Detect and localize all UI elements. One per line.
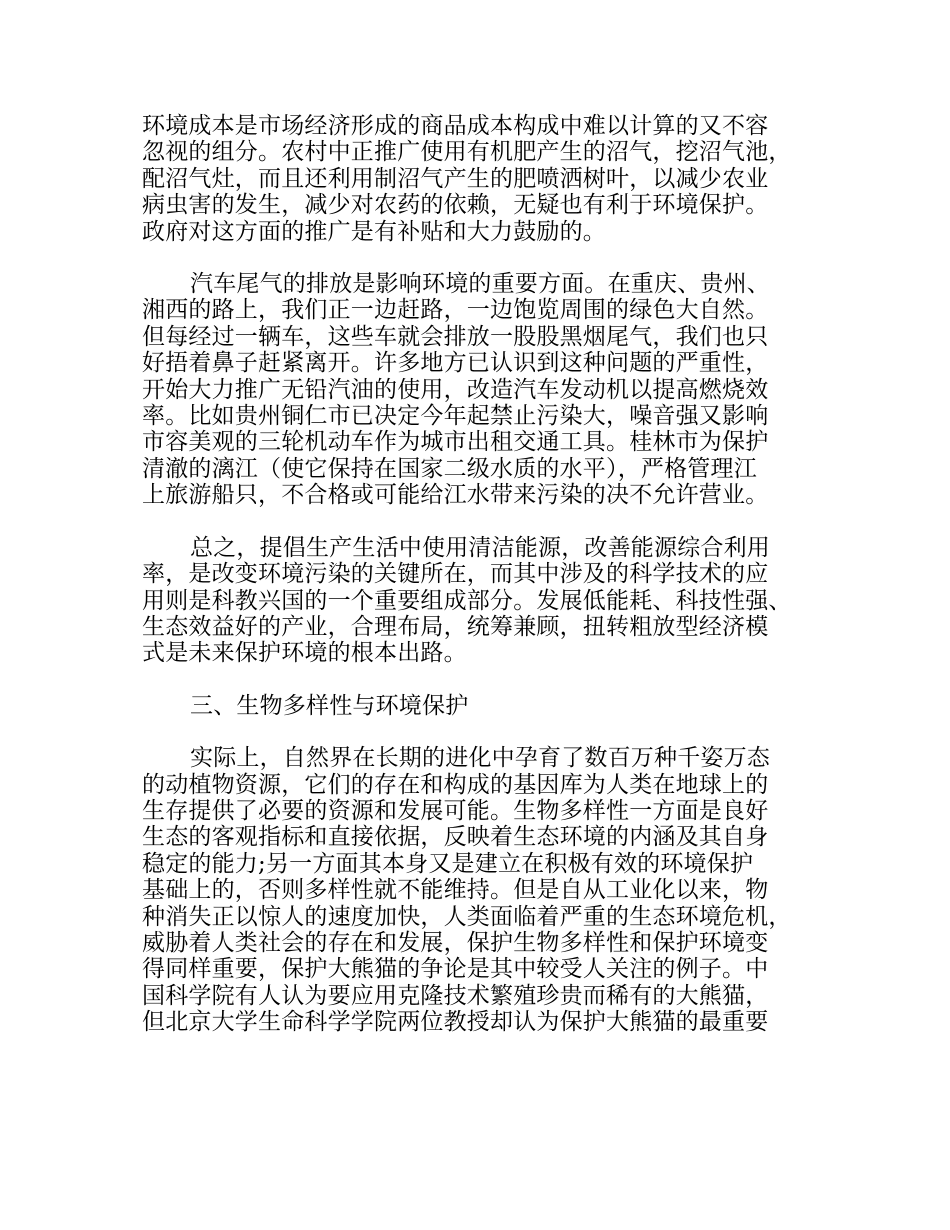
- text-line: 率。比如贵州铜仁市已决定今年起禁止污染大，噪音强又影响: [142, 403, 769, 430]
- text-line: 得同样重要，保护大熊猫的争论是其中较受人关注的例子。中: [142, 956, 769, 983]
- text-line: 开始大力推广无铅汽油的使用，改造汽车发动机以提高燃烧效: [142, 376, 769, 403]
- text-line: 稳定的能力;另一方面其本身又是建立在积极有效的环境保护: [142, 850, 754, 877]
- paragraph-clean-energy-summary: [142, 535, 806, 667]
- section-heading: 三、生物多样性与环境保护: [190, 692, 469, 719]
- text-line: 清澈的漓江（使它保持在国家二级水质的水平），严格管理江: [142, 455, 757, 482]
- text-line: 基础上的，否则多样性就不能维持。但是自从工业化以来，物: [142, 877, 769, 904]
- text-line: 病虫害的发生，减少对农药的依赖，无疑也有利于环境保护。: [142, 192, 769, 219]
- text-line: 环境成本是市场经济形成的商品成本构成中难以计算的又不容: [142, 113, 769, 139]
- text-line: 式是未来保护环境的根本出路。: [142, 640, 467, 667]
- text-line: 用则是科教兴国的一个重要组成部分。发展低能耗、科技性强、: [142, 587, 792, 614]
- paragraph-environmental-cost: [142, 113, 806, 245]
- text-line: 湘西的路上，我们正一边赶路，一边饱览周围的绿色大自然。: [142, 297, 769, 324]
- text-line: 国科学院有人认为要应用克隆技术繁殖珍贵而稀有的大熊猫，: [142, 982, 769, 1009]
- text-line: 政府对这方面的推广是有补贴和大力鼓励的。: [142, 218, 606, 245]
- text-line: 上旅游船只，不合格或可能给江水带来污染的决不允许营业。: [142, 482, 769, 509]
- text-line: 总之，提倡生产生活中使用清洁能源，改善能源综合利用: [190, 534, 770, 561]
- text-line: 生态效益好的产业，合理布局，统筹兼顾，扭转粗放型经济模: [142, 613, 769, 640]
- text-line: 率，是改变环境污染的关键所在，而其中涉及的科学技术的应: [142, 561, 769, 588]
- text-line: 汽车尾气的排放是影响环境的重要方面。在重庆、贵州、: [190, 271, 770, 298]
- section-heading-biodiversity: [142, 693, 806, 719]
- text-line: 配沼气灶，而且还利用制沼气产生的肥喷洒树叶，以减少农业: [142, 165, 769, 192]
- text-line: 但北京大学生命科学学院两位教授却认为保护大熊猫的最重要: [142, 1009, 769, 1036]
- paragraph-vehicle-exhaust: [142, 271, 806, 509]
- text-line: 种消失正以惊人的速度加快，人类面临着严重的生态环境危机，: [142, 903, 792, 930]
- text-line: 市容美观的三轮机动车作为城市出租交通工具。桂林市为保护: [142, 429, 769, 456]
- text-line: 但每经过一辆车，这些车就会排放一股股黑烟尾气，我们也只: [142, 323, 769, 350]
- paragraph-biodiversity: [142, 745, 806, 1035]
- text-line: 实际上，自然界在长期的进化中孕育了数百万种千姿万态: [190, 745, 770, 772]
- document-body: [142, 113, 806, 1062]
- text-line: 威胁着人类社会的存在和发展，保护生物多样性和保护环境变: [142, 929, 769, 956]
- text-line: 生态的客观指标和直接依据，反映着生态环境的内涵及其自身: [142, 824, 769, 851]
- text-line: 的动植物资源，它们的存在和构成的基因库为人类在地球上的: [142, 771, 769, 798]
- text-line: 忽视的组分。农村中正推广使用有机肥产生的沼气，挖沼气池，: [142, 139, 792, 166]
- text-line: 好捂着鼻子赶紧离开。许多地方已认识到这种问题的严重性，: [142, 350, 769, 377]
- text-line: 生存提供了必要的资源和发展可能。生物多样性一方面是良好: [142, 797, 769, 824]
